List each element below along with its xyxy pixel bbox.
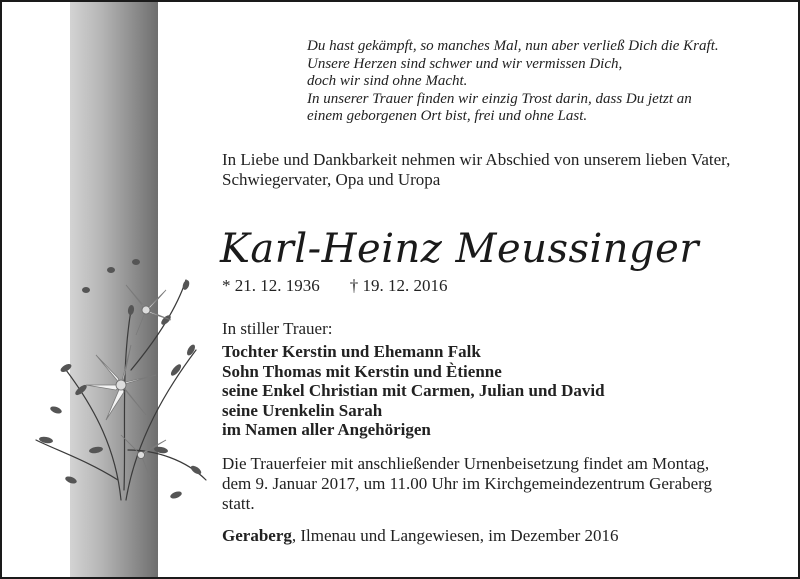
- deceased-name: Karl-Heinz Meussinger: [220, 226, 699, 272]
- place-rest: , Ilmenau und Langewiesen, im Dezember 2016: [291, 526, 619, 545]
- mourners-list: [222, 342, 605, 440]
- service-line: dem 9. Januar 2017, um 11.00 Uhr im Kirchgemeindezentrum Geraberg: [222, 474, 713, 493]
- mourner-line: Tochter Kerstin und Ehemann Falk: [222, 342, 481, 361]
- poem-line: Du hast gekämpft, so manches Mal, nun aber verließ Dich die Kraft.: [307, 38, 719, 54]
- mourner-line: seine Enkel Christian mit Carmen, Julian und David: [222, 381, 605, 400]
- mourner-line: Sohn Thomas mit Kerstin und Ètienne: [222, 361, 502, 381]
- service-line: Die Trauerfeier mit anschließender Urnenbeisetzung findet am Montag,: [222, 454, 710, 473]
- poem-line: einem geborgenen Ort bist, frei und ohne Last.: [307, 108, 588, 124]
- mourner-line: im Namen aller Angehörigen: [222, 420, 431, 439]
- life-dates: [222, 276, 448, 296]
- service-line: statt.: [222, 494, 255, 513]
- mourner-line: seine Urenkelin Sarah: [222, 400, 383, 420]
- birth-date: * 21. 12. 1936: [222, 276, 320, 295]
- lily-flower-bouquet-icon: [26, 250, 216, 510]
- service-info: [222, 454, 782, 514]
- town-name: Geraberg: [222, 526, 292, 545]
- place-and-date: [222, 526, 619, 546]
- poem: [307, 38, 777, 126]
- intro-text: In Liebe und Dankbarkeit nehmen wir Abschied von unserem lieben Vater, Schwiegervater, Opa und Uropa: [222, 150, 731, 189]
- mourning-heading: In stiller Trauer:: [222, 319, 333, 338]
- poem-line: In unserer Trauer finden wir einzig Trost darin, dass Du jetzt an: [307, 90, 692, 107]
- poem-line: doch wir sind ohne Macht.: [307, 73, 468, 89]
- poem-line: Unsere Herzen sind schwer und wir vermissen Dich,: [307, 55, 623, 72]
- death-date: † 19. 12. 2016: [349, 276, 448, 295]
